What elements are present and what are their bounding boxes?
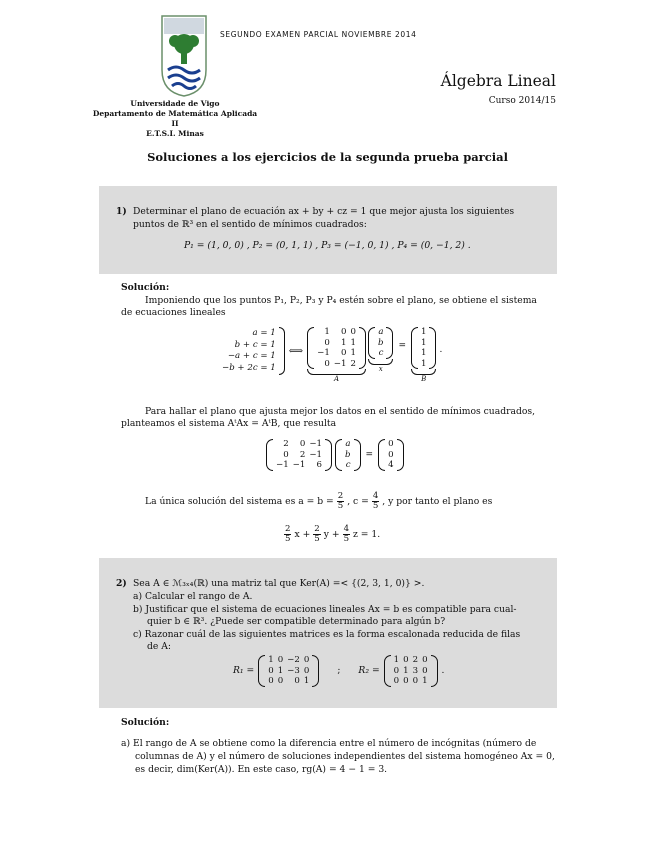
- school-name: E.T.S.I. Minas: [146, 129, 204, 138]
- matrix-cell: −1: [309, 439, 323, 449]
- exercise-2-item-c-1: c) Razonar cuál de las siguientes matrices es la forma escalonada reducida de filas: [133, 629, 521, 640]
- equations-list: [222, 328, 276, 374]
- matrix-A-group: [307, 327, 366, 383]
- frac-num: 2: [314, 524, 320, 534]
- vector-cell: b: [377, 337, 384, 348]
- matrix-cell: −2: [287, 655, 300, 665]
- matrix-cell: 1: [324, 327, 330, 337]
- frac-den: 5: [337, 501, 344, 511]
- matrix-cell: 0: [303, 655, 310, 665]
- vector-cell: c: [378, 348, 384, 358]
- solution-2-heading: Solución:: [121, 717, 170, 728]
- fraction-two-fifths: [313, 525, 320, 544]
- unique-mid: , c =: [347, 495, 369, 507]
- iff-symbol: ⟺: [288, 345, 304, 357]
- matrix-cell: −1: [292, 460, 306, 470]
- matrix-cell: 1: [422, 676, 428, 686]
- equations-block: [222, 327, 307, 375]
- equation: a = 1: [252, 328, 276, 338]
- matrix-cell: 1: [303, 676, 310, 686]
- exercise-2-item-b-2: quier b ∈ ℝ³. ¿Puede ser compatible determinado para algún b?: [147, 616, 446, 627]
- equation: b + c = 1: [234, 339, 276, 350]
- linear-system: [222, 327, 442, 383]
- vector-cell: 1: [421, 337, 427, 348]
- university-block: [90, 99, 260, 139]
- solution-1-intro-1: Imponiendo que los puntos P₁, P₂, P₃ y P₄ estén sobre el plano, se obtiene el sistema: [145, 295, 537, 306]
- solution-2-line-3: es decir, dim(Ker(A)). En este caso, rg(A) = 4 − 1 = 3.: [135, 764, 388, 775]
- vector-x: [368, 327, 394, 359]
- exercise-1-line-2: puntos de ℝ³ en el sentido de mínimos cuadrados:: [133, 219, 367, 230]
- matrix-R1: [258, 655, 319, 687]
- matrix-cell: 0: [393, 665, 400, 676]
- matrix-cell: 0: [303, 665, 310, 676]
- matrix-cell: 2: [412, 655, 419, 665]
- matrix-cell: 0: [403, 655, 409, 665]
- vector-cell: 4: [388, 460, 394, 470]
- normal-equations: [266, 439, 404, 471]
- course-name: Álgebra Lineal: [440, 72, 556, 90]
- vector-cell: a: [378, 327, 384, 337]
- matrix-cell: 0: [268, 665, 274, 676]
- vector-cell: c: [345, 460, 351, 470]
- frac-num: 4: [372, 491, 379, 501]
- matrix-cell: 2: [283, 439, 289, 449]
- exercise-2-number: 2): [116, 578, 127, 589]
- plane-x-term: x +: [294, 528, 311, 540]
- exam-title: SEGUNDO EXAMEN PARCIAL NOVIEMBRE 2014: [220, 30, 417, 39]
- matrix-cell: −1: [276, 460, 289, 470]
- matrix-cell: −1: [317, 348, 330, 358]
- frac-den: 5: [343, 534, 350, 544]
- matrix-cell: 0: [341, 348, 347, 358]
- vector-B: [411, 327, 436, 369]
- matrix-cell: −1: [333, 358, 347, 369]
- frac-num: 2: [285, 524, 291, 534]
- exercise-2-intro: Sea A ∈ ℳ₃ₓ₄(ℝ) una matriz tal que Ker(A) =< {(2, 3, 1, 0)} >.: [133, 578, 425, 589]
- vector-cell: 1: [421, 358, 427, 369]
- frac-den: 5: [372, 501, 379, 511]
- equals-sign: =: [365, 449, 374, 460]
- vector-B-group: [411, 327, 436, 383]
- university-name: Universidade de Vigo: [130, 99, 220, 108]
- matrix-R2: [384, 655, 438, 687]
- frac-num: 4: [343, 524, 350, 534]
- matrix-cell: 0: [324, 358, 330, 369]
- separator: ;: [337, 664, 341, 676]
- unique-pre: La única solución del sistema es a = b =: [145, 495, 334, 507]
- matrix-cell: 0: [277, 676, 284, 686]
- fraction-four-fifths: [372, 492, 379, 511]
- matrix-cell: 2: [299, 449, 306, 460]
- matrix-cell: 1: [268, 655, 274, 665]
- end-period: .: [441, 664, 445, 676]
- equation: −a + c = 1: [227, 351, 276, 361]
- label-B: B: [421, 375, 427, 383]
- matrix-cell: 0: [268, 676, 274, 686]
- matrix-cell: 0: [341, 327, 347, 337]
- course-year: Curso 2014/15: [488, 96, 556, 106]
- equals-sign: =: [398, 341, 406, 351]
- fraction-two-fifths: [337, 492, 344, 511]
- matrix-cell: 0: [422, 655, 428, 665]
- matrix-cell: 6: [316, 460, 323, 470]
- vector-x-group: [368, 327, 394, 373]
- vector-cell: 0: [388, 439, 394, 449]
- normal-rhs: [378, 439, 403, 471]
- university-logo: [160, 14, 208, 98]
- R1-label: R₁ =: [233, 664, 255, 676]
- matrix-cell: 0: [393, 676, 400, 686]
- matrix-cell: 0: [324, 337, 330, 348]
- R2-label: R₂ =: [358, 664, 380, 676]
- solution-2-line-2: columnas de A) y el número de soluciones independientes del sistema homogéneo Ax = 0,: [135, 751, 555, 762]
- unique-post: , y por tanto el plano es: [382, 495, 493, 507]
- equation: −b + 2c = 1: [222, 362, 276, 373]
- exercise-2-item-b-1: b) Justificar que el sistema de ecuaciones lineales Ax = b es compatible para cual-: [133, 604, 517, 615]
- matrix-cell: 0: [412, 676, 419, 686]
- plane-z-term: z = 1.: [353, 528, 381, 540]
- page-title: Soluciones a los ejercicios de la segunda prueba parcial: [147, 150, 508, 164]
- matrix-cell: 0: [299, 439, 306, 449]
- matrix-cell: 0: [403, 676, 409, 686]
- matrix-cell: 1: [277, 665, 284, 676]
- matrix-cell: 0: [422, 665, 428, 676]
- department-name: Departamento de Matemática Aplicada II: [92, 109, 258, 128]
- exercise-2-item-a: a) Calcular el rango de A.: [133, 591, 253, 602]
- frac-den: 5: [314, 534, 320, 544]
- matrix-cell: 0: [294, 676, 300, 686]
- frac-den: 5: [285, 534, 291, 544]
- solution-2-line-1: a) El rango de A se obtiene como la diferencia entre el número de incógnitas (número de: [121, 738, 537, 749]
- vector-cell: 0: [388, 449, 394, 460]
- matrix-cell: 1: [403, 665, 409, 676]
- matrix-cell: 3: [412, 665, 419, 676]
- vector-cell: a: [345, 439, 351, 449]
- frac-num: 2: [337, 491, 344, 501]
- label-A: A: [334, 375, 340, 383]
- exercise-1-points: P₁ = (1, 0, 0) , P₂ = (0, 1, 1) , P₃ = (−1, 0, 1) , P₄ = (0, −1, 2) .: [184, 240, 471, 251]
- fraction-four-fifths: [343, 525, 350, 544]
- solution-1-heading: Solución:: [121, 282, 170, 293]
- matrix-A: [307, 327, 366, 369]
- vector-cell: 1: [421, 348, 427, 358]
- matrix-cell: 1: [350, 348, 356, 358]
- matrix-cell: 1: [393, 655, 400, 665]
- normal-vector-x: [335, 439, 361, 471]
- solution-1-para-2: planteamos el sistema AᵗAx = AᵗB, que resulta: [121, 418, 337, 429]
- matrix-cell: −3: [287, 665, 300, 676]
- matrices-R: [233, 655, 444, 687]
- exercise-1-number: 1): [116, 206, 127, 217]
- solution-1-para-1: Para hallar el plano que ajusta mejor los datos en el sentido de mínimos cuadrados,: [145, 406, 535, 417]
- matrix-cell: −1: [309, 449, 323, 460]
- normal-matrix: [266, 439, 332, 471]
- vector-cell: b: [345, 449, 351, 460]
- solution-1-intro-2: de ecuaciones lineales: [121, 307, 226, 318]
- matrix-cell: 1: [341, 337, 347, 348]
- matrix-cell: 0: [283, 449, 289, 460]
- right-brace: [279, 327, 285, 375]
- matrix-cell: 0: [350, 327, 356, 337]
- plane-equation: [284, 525, 380, 544]
- plane-y-term: y +: [323, 528, 340, 540]
- vector-cell: 1: [421, 327, 427, 337]
- unique-solution-line: [145, 492, 492, 511]
- matrix-cell: 1: [350, 337, 356, 348]
- exercise-1-line-1: Determinar el plano de ecuación ax + by + cz = 1 que mejor ajusta los siguientes: [133, 206, 515, 217]
- fraction-two-fifths: [284, 525, 291, 544]
- period: .: [439, 345, 443, 355]
- matrix-cell: 2: [350, 358, 356, 369]
- matrix-cell: 0: [277, 655, 284, 665]
- exercise-2-item-c-2: de A:: [147, 641, 171, 652]
- label-x: x: [378, 364, 383, 373]
- course-block: [441, 72, 556, 106]
